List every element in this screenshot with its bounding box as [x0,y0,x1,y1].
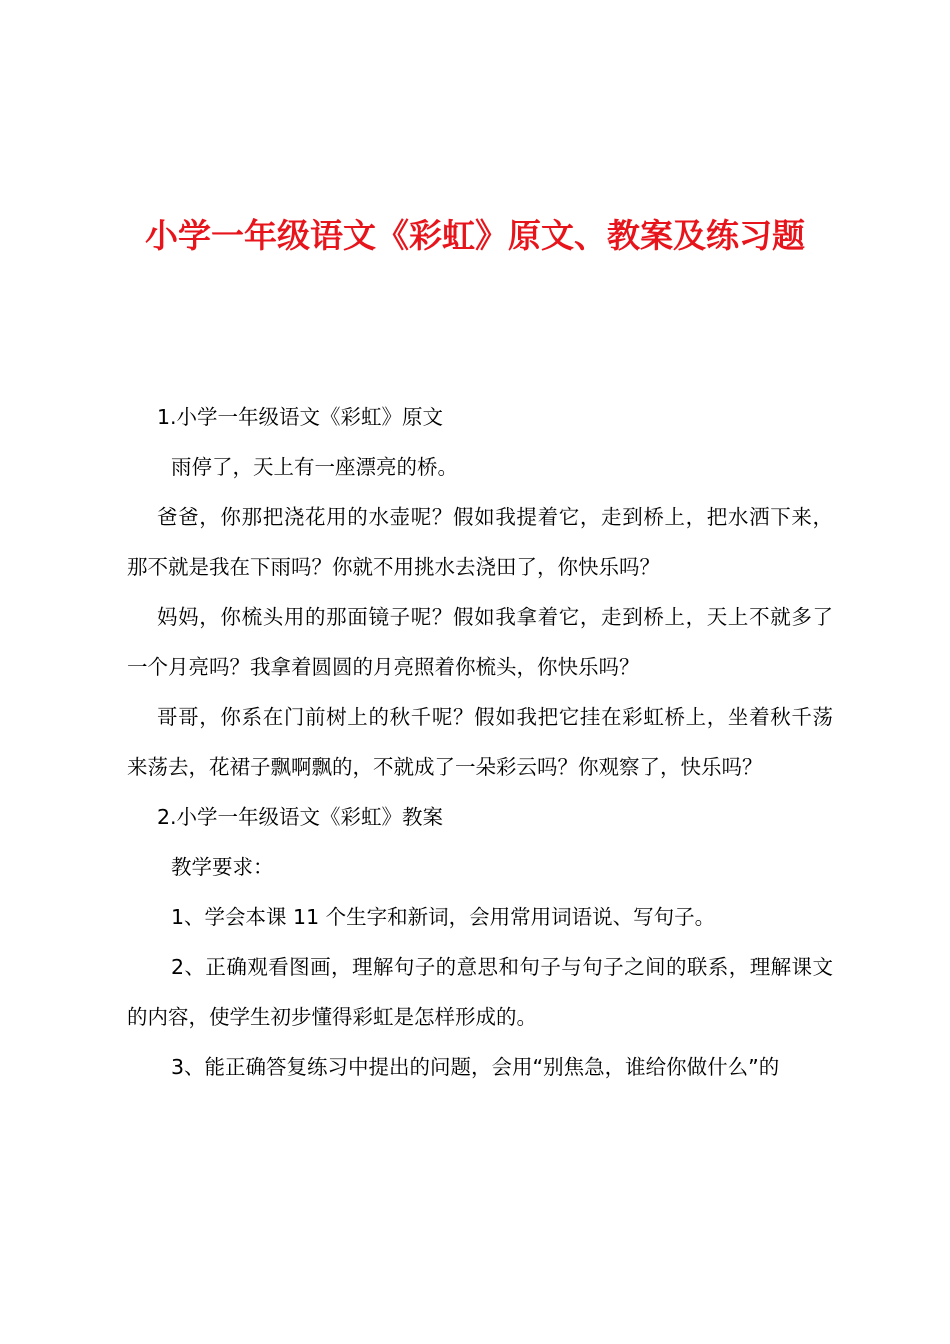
paragraph-father: 爸爸，你那把浇花用的水壶呢？假如我提着它，走到桥上，把水洒下来，那不就是我在下雨吗？你就不用挑水去浇田了，你快乐吗？ [127,505,833,579]
section-heading-lesson-plan: 2.小学一年级语文《彩虹》教案 [157,805,444,829]
section-heading-original-text: 1.小学一年级语文《彩虹》原文 [157,405,444,429]
paragraph-rain-stopped: 雨停了，天上有一座漂亮的桥。 [171,455,458,479]
paragraph-requirement-2: 2、正确观看图画，理解句子的意思和句子与句子之间的联系，理解课文的内容，使学生初步懂得彩虹是怎样形成的。 [127,955,833,1029]
paragraph-requirement-1: 1、学会本课 11 个生字和新词，会用常用词语说、写句子。 [171,905,716,929]
document-title: 小学一年级语文《彩虹》原文、教案及练习题 [145,216,805,255]
paragraph-brother: 哥哥，你系在门前树上的秋千呢？假如我把它挂在彩虹桥上，坐着秋千荡来荡去，花裙子飘啊飘的，不就成了一朵彩云吗？你观察了，快乐吗？ [127,705,833,779]
paragraph-mother: 妈妈，你梳头用的那面镜子呢？假如我拿着它，走到桥上，天上不就多了一个月亮吗？我拿着圆圆的月亮照着你梳头，你快乐吗？ [127,605,833,679]
paragraph-teaching-requirements: 教学要求： [171,855,274,879]
paragraph-requirement-3: 3、能正确答复练习中提出的问题，会用“别焦急，谁给你做什么”的 [171,1055,780,1079]
document-body [127,392,833,1092]
